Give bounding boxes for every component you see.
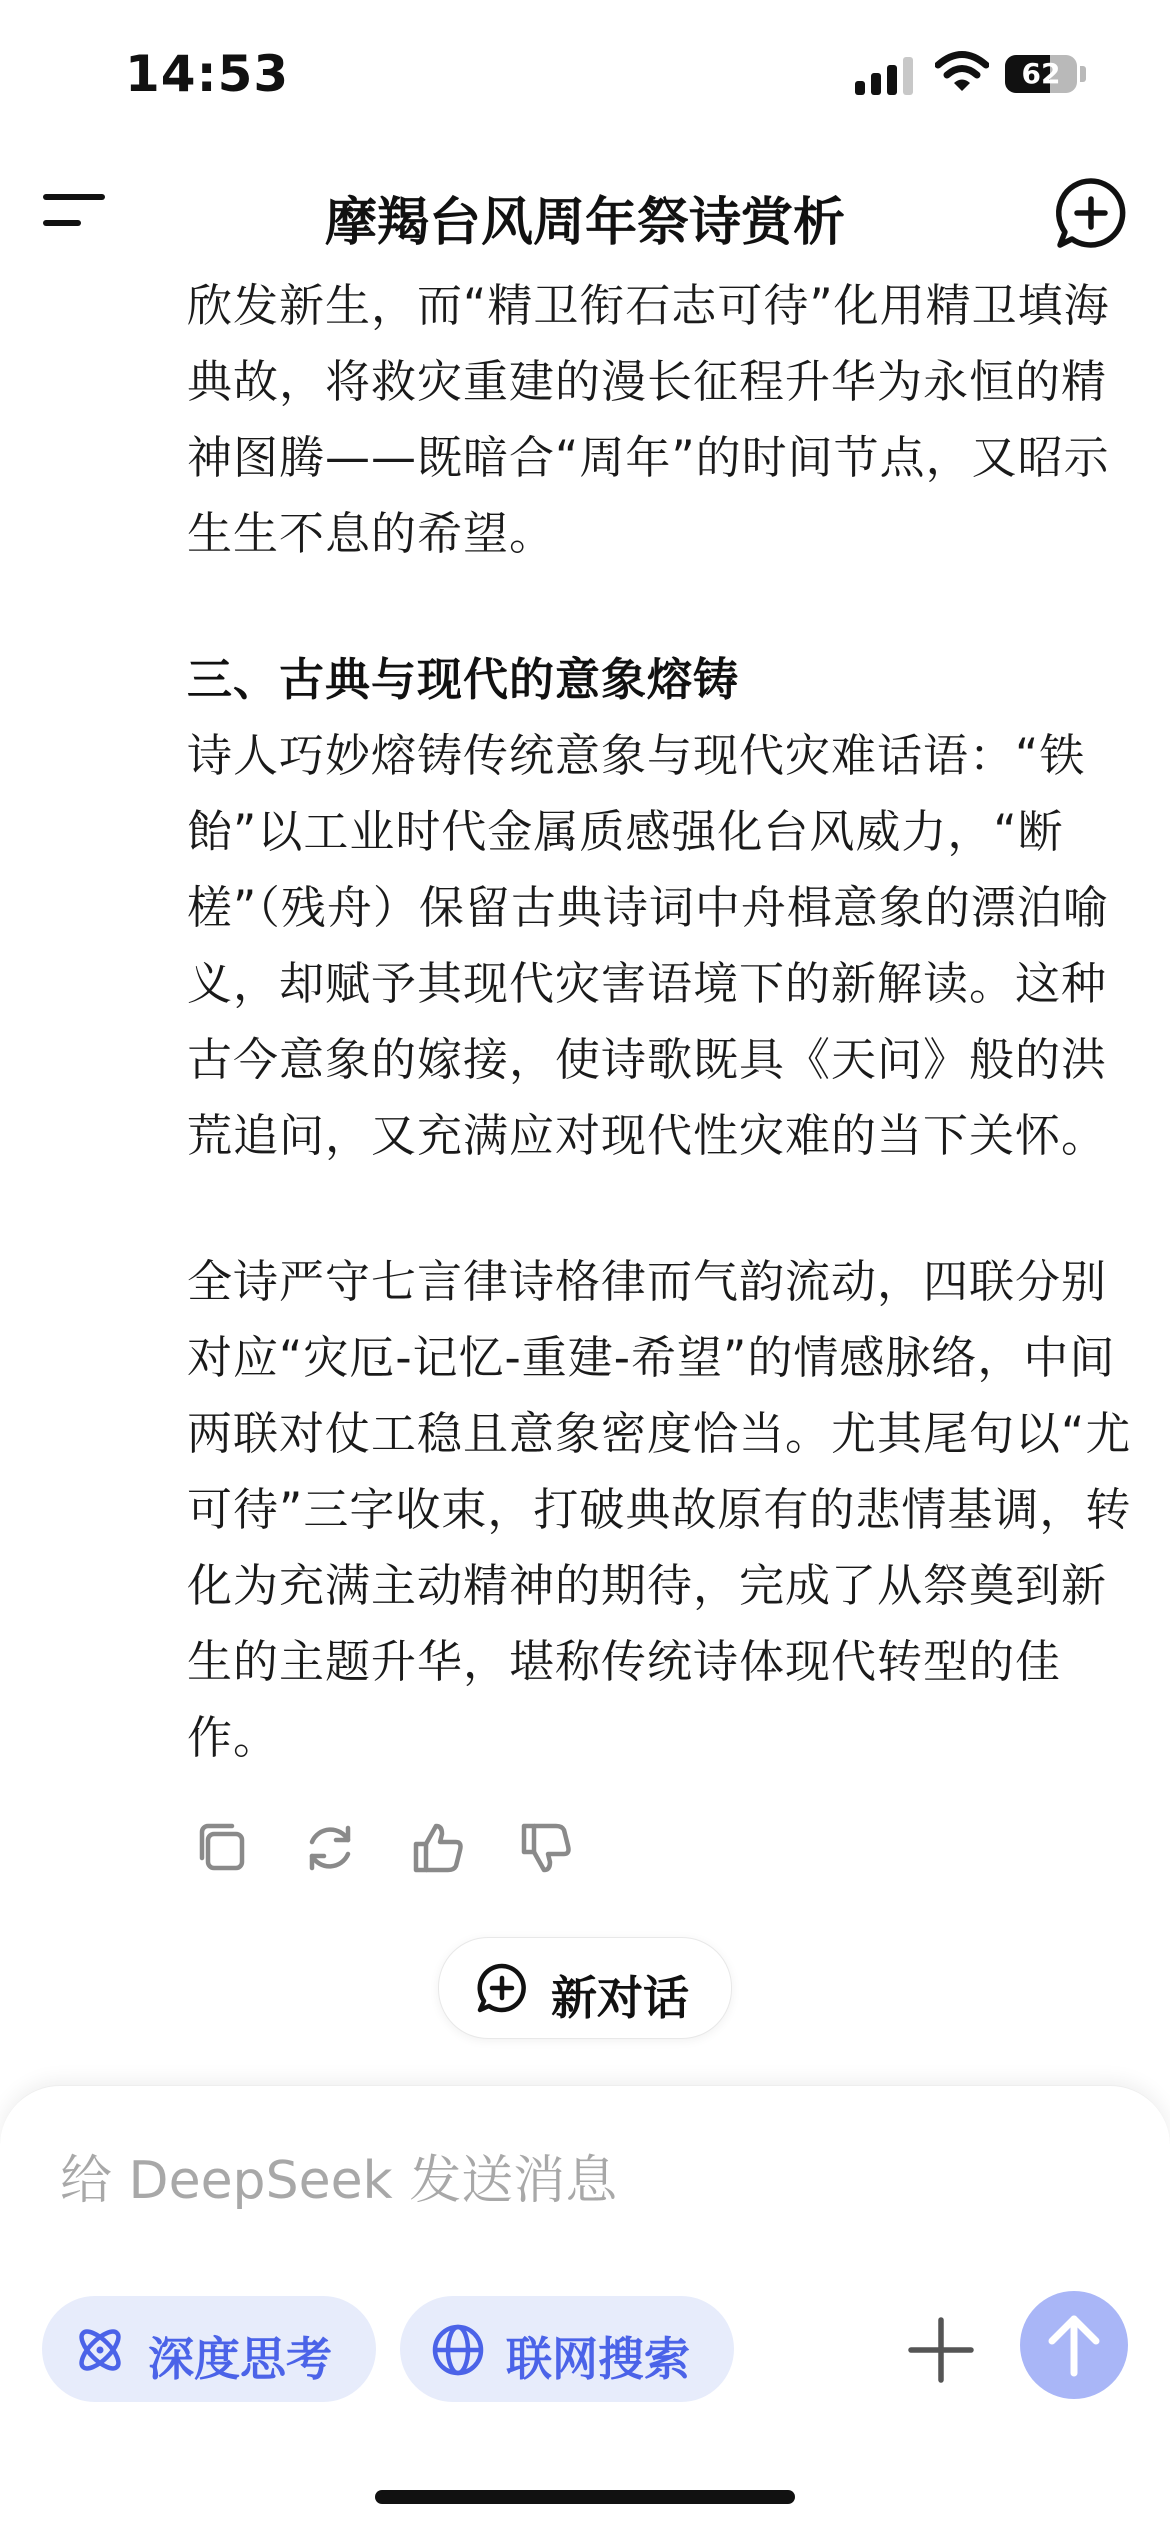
refresh-icon[interactable] bbox=[300, 1818, 360, 1878]
cellular-signal-icon bbox=[855, 55, 915, 95]
copy-icon[interactable] bbox=[192, 1818, 252, 1878]
arrow-up-icon bbox=[1020, 2291, 1128, 2399]
status-time: 14:53 bbox=[125, 45, 290, 103]
new-chat-bubble-icon bbox=[475, 1962, 529, 2016]
battery-icon bbox=[1005, 55, 1077, 93]
new-dialog-button[interactable] bbox=[438, 1937, 732, 2039]
deep-think-toggle[interactable] bbox=[42, 2296, 376, 2402]
home-indicator bbox=[375, 2490, 795, 2504]
status-bar bbox=[0, 0, 1170, 150]
message-paragraph: 欣发新生，而“精卫衔石志可待”化用精卫填海典故，将救灾重建的漫长征程升华为永恒的精神图腾——既暗合“周年”的时间节点，又昭示生生不息的希望。 bbox=[187, 279, 1110, 560]
wifi-icon bbox=[935, 50, 989, 94]
atom-icon bbox=[72, 2322, 128, 2378]
globe-icon bbox=[430, 2322, 486, 2378]
send-button[interactable] bbox=[1020, 2291, 1128, 2399]
message-input[interactable] bbox=[60, 2141, 1100, 2221]
new-chat-icon[interactable] bbox=[1052, 175, 1130, 253]
message-paragraph: 全诗严守七言律诗格律而气韵流动，四联分别对应“灾厄-记忆-重建-希望”的情感脉络，中间两联对仗工稳且意象密度恰当。尤其尾句以“尤可待”三字收束，打破典故原有的悲情基调，转化为充满主动精神的期待，完成了从祭奠到新生的主题升华，堪称传统诗体现代转型的佳作。 bbox=[187, 1255, 1132, 1764]
thumbs-up-icon[interactable] bbox=[408, 1818, 468, 1878]
new-dialog-label: 新对话 bbox=[551, 1971, 689, 2025]
attach-plus-icon[interactable] bbox=[905, 2314, 977, 2386]
web-search-label: 联网搜索 bbox=[506, 2332, 690, 2386]
battery-percentage: 62 bbox=[1021, 57, 1061, 90]
battery-tip bbox=[1080, 66, 1086, 82]
message-area bbox=[0, 220, 1170, 1860]
assistant-message bbox=[187, 268, 1147, 1776]
thumbs-down-icon[interactable] bbox=[516, 1818, 576, 1878]
page-title: 摩羯台风周年祭诗赏析 bbox=[324, 193, 845, 253]
web-search-toggle[interactable] bbox=[400, 2296, 734, 2402]
composer bbox=[0, 2085, 1170, 2546]
chat-header bbox=[0, 160, 1170, 260]
message-paragraph: 诗人巧妙熔铸传统意象与现代灾难话语：“铁飴”以工业时代金属质感强化台风威力，“断槎”（残舟）保留古典诗词中舟楫意象的漂泊喻义，却赋予其现代灾害语境下的新解读。这种古今意象的嫁接，使诗歌既具《天问》般的洪荒追问，又充满应对现代性灾难的当下关怀。 bbox=[187, 729, 1109, 1162]
deep-think-label: 深度思考 bbox=[148, 2332, 332, 2386]
section-heading: 三、古典与现代的意象熔铸 bbox=[187, 653, 740, 706]
